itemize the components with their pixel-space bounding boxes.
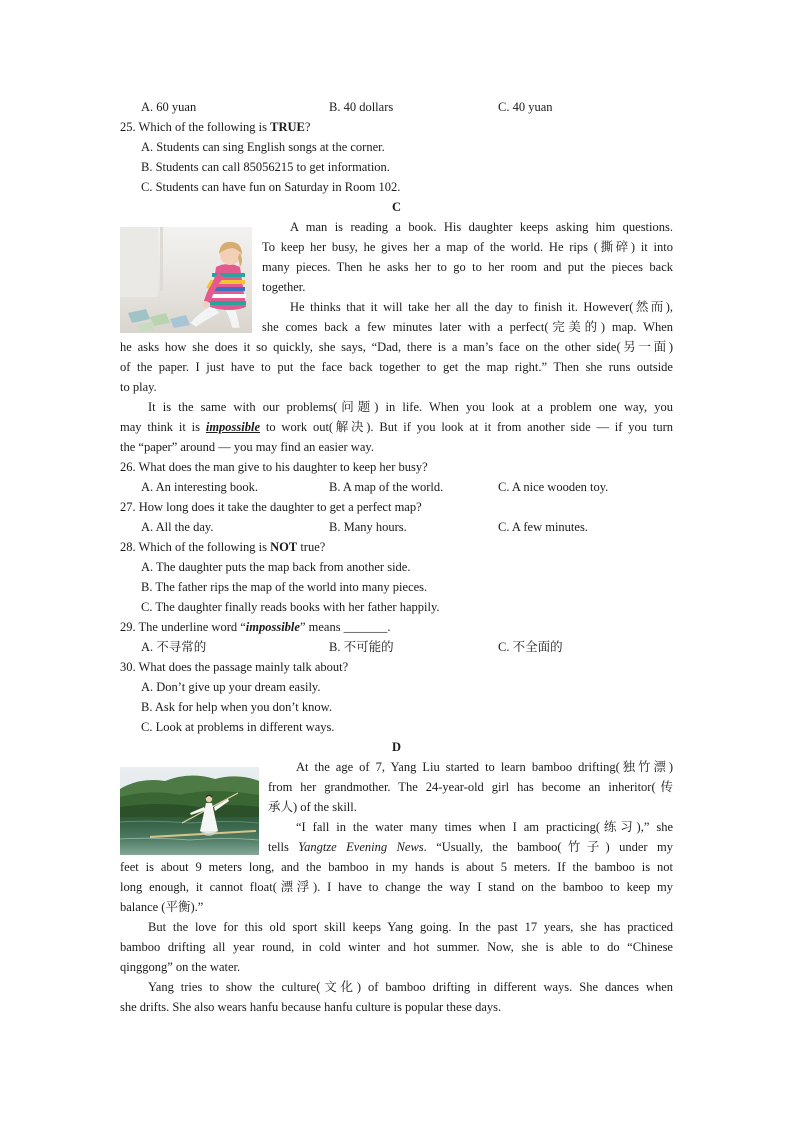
q30-stem: 30. What does the passage mainly talk about? (120, 660, 349, 674)
q28-option-b: B. The father rips the map of the world into many pieces. (141, 580, 428, 594)
line-text: may think it is (120, 420, 206, 434)
q28-stem-text: 28. Which of the following is (120, 540, 271, 554)
q27-option-a: A. All the day. (141, 520, 214, 534)
q25-option-c: C. Students can have fun on Saturday in Room 102. (141, 180, 401, 194)
q25-option-b: B. Students can call 85056215 to get information. (141, 160, 390, 174)
passage-c-line: the “paper” around — you may find an easier way. (120, 440, 374, 454)
newspaper-title: Yangtze Evening News (298, 840, 424, 854)
passage-c-line: together. (262, 280, 306, 294)
q24-option-b: B. 40 dollars (329, 100, 394, 114)
q25-stem-end: ? (304, 120, 311, 134)
q25-stem-text: 25. Which of the following is (120, 120, 271, 134)
passage-d-line-tells (268, 837, 673, 857)
q26-options (0, 477, 794, 497)
q29-options (0, 637, 794, 657)
passage-d-line: bamboo drifting all year round, in cold winter and hot summer. Now, she is able to do “Chinese (120, 940, 673, 954)
q24-option-a: A. 60 yuan (141, 100, 197, 114)
q29-option-b: B. 不可能的 (329, 640, 394, 654)
passage-d-line: But the love for this old sport skill keeps Yang going. In the past 17 years, she has practiced (148, 920, 673, 934)
passage-d-line: she drifts. She also wears hanfu because hanfu culture is popular these days. (120, 1000, 502, 1014)
emphasized-word: impossible (205, 420, 261, 434)
passage-d-line: 承人) of the skill. (268, 800, 357, 814)
q28-option-a: A. The daughter puts the map back from another side. (141, 560, 411, 574)
passage-c-line: of the paper. I just have to put the face back together to get the map right.” Then she runs outside (120, 360, 673, 374)
line-text: to work out(解决). But if you look at it from another side — if you turn (260, 420, 673, 434)
passage-c-line: she comes back a few minutes later with a perfect(完美的) map. When (262, 320, 673, 334)
q24-options (0, 97, 794, 117)
q25-stem-keyword: TRUE (270, 120, 305, 134)
passage-d-line: long enough, it cannot float(漂浮). I have to change the way I stand on the bamboo to keep my (120, 880, 673, 894)
q28-stem-end: true? (297, 540, 326, 554)
passage-c-line-impossible (120, 417, 673, 437)
q28-stem (120, 537, 673, 557)
q28-stem-keyword: NOT (270, 540, 298, 554)
q29-option-a: A. 不寻常的 (141, 640, 207, 654)
line-text: . “Usually, the bamboo(竹子) under my (423, 840, 673, 854)
q29-option-c: C. 不全面的 (498, 640, 563, 654)
q27-option-c: C. A few minutes. (498, 520, 588, 534)
passage-c-line: To keep her busy, he gives her a map of the world. He rips (撕碎) it into (262, 240, 673, 254)
passage-c-line: He thinks that it will take her all the day to finish it. However(然而), (290, 300, 673, 314)
q29-stem-text: 29. The underline word “ (120, 620, 246, 634)
line-text: tells (268, 840, 299, 854)
girl-with-map-photo (120, 227, 252, 333)
q26-option-a: A. An interesting book. (141, 480, 259, 494)
q26-option-c: C. A nice wooden toy. (498, 480, 609, 494)
q24-option-c: C. 40 yuan (498, 100, 553, 114)
q27-options (0, 517, 794, 537)
q27-stem: 27. How long does it take the daughter to get a perfect map? (120, 500, 422, 514)
passage-d-line: from her grandmother. The 24-year-old girl has become an inheritor(传 (268, 780, 673, 794)
passage-d-line: “I fall in the water many times when I am practicing(练习),” she (296, 820, 673, 834)
passage-c-line: A man is reading a book. His daughter keeps asking him questions. (290, 220, 673, 234)
q30-option-c: C. Look at problems in different ways. (141, 720, 335, 734)
q29-stem (120, 617, 673, 637)
q30-option-b: B. Ask for help when you don’t know. (141, 700, 332, 714)
passage-d-line: At the age of 7, Yang Liu started to learn bamboo drifting(独竹漂) (296, 760, 673, 774)
passage-c-line: to play. (120, 380, 157, 394)
q27-option-b: B. Many hours. (329, 520, 407, 534)
q26-stem: 26. What does the man give to his daughter to keep her busy? (120, 460, 428, 474)
passage-d-line: Yang tries to show the culture(文化) of bamboo drifting in different ways. She dances when (148, 980, 673, 994)
q26-option-b: B. A map of the world. (329, 480, 444, 494)
passage-d-line: feet is about 9 meters long, and the bamboo in my hands is about 5 meters. If the bamboo is not (120, 860, 673, 874)
q28-option-c: C. The daughter finally reads books with her father happily. (141, 600, 440, 614)
q25-option-a: A. Students can sing English songs at the corner. (141, 140, 385, 154)
q30-option-a: A. Don’t give up your dream easily. (141, 680, 321, 694)
passage-d-line: balance (平衡).” (120, 900, 204, 914)
passage-d-line: qinggong” on the water. (120, 960, 241, 974)
q25-stem (120, 117, 673, 137)
bamboo-drifting-photo (120, 767, 259, 855)
section-d-heading: D (391, 740, 402, 754)
q29-stem-end: ” means _______. (299, 620, 391, 634)
passage-c-line: It is the same with our problems(问题) in life. When you look at a problem one way, you (148, 400, 673, 414)
passage-c-line: he asks how she does it so quickly, she says, “Dad, there is a man’s face on the other side(另一面) (120, 340, 673, 354)
passage-c-line: many pieces. Then he asks her to go to her room and put the pieces back (262, 260, 673, 274)
section-c-heading: C (391, 200, 402, 214)
q29-stem-keyword: impossible (245, 620, 300, 634)
